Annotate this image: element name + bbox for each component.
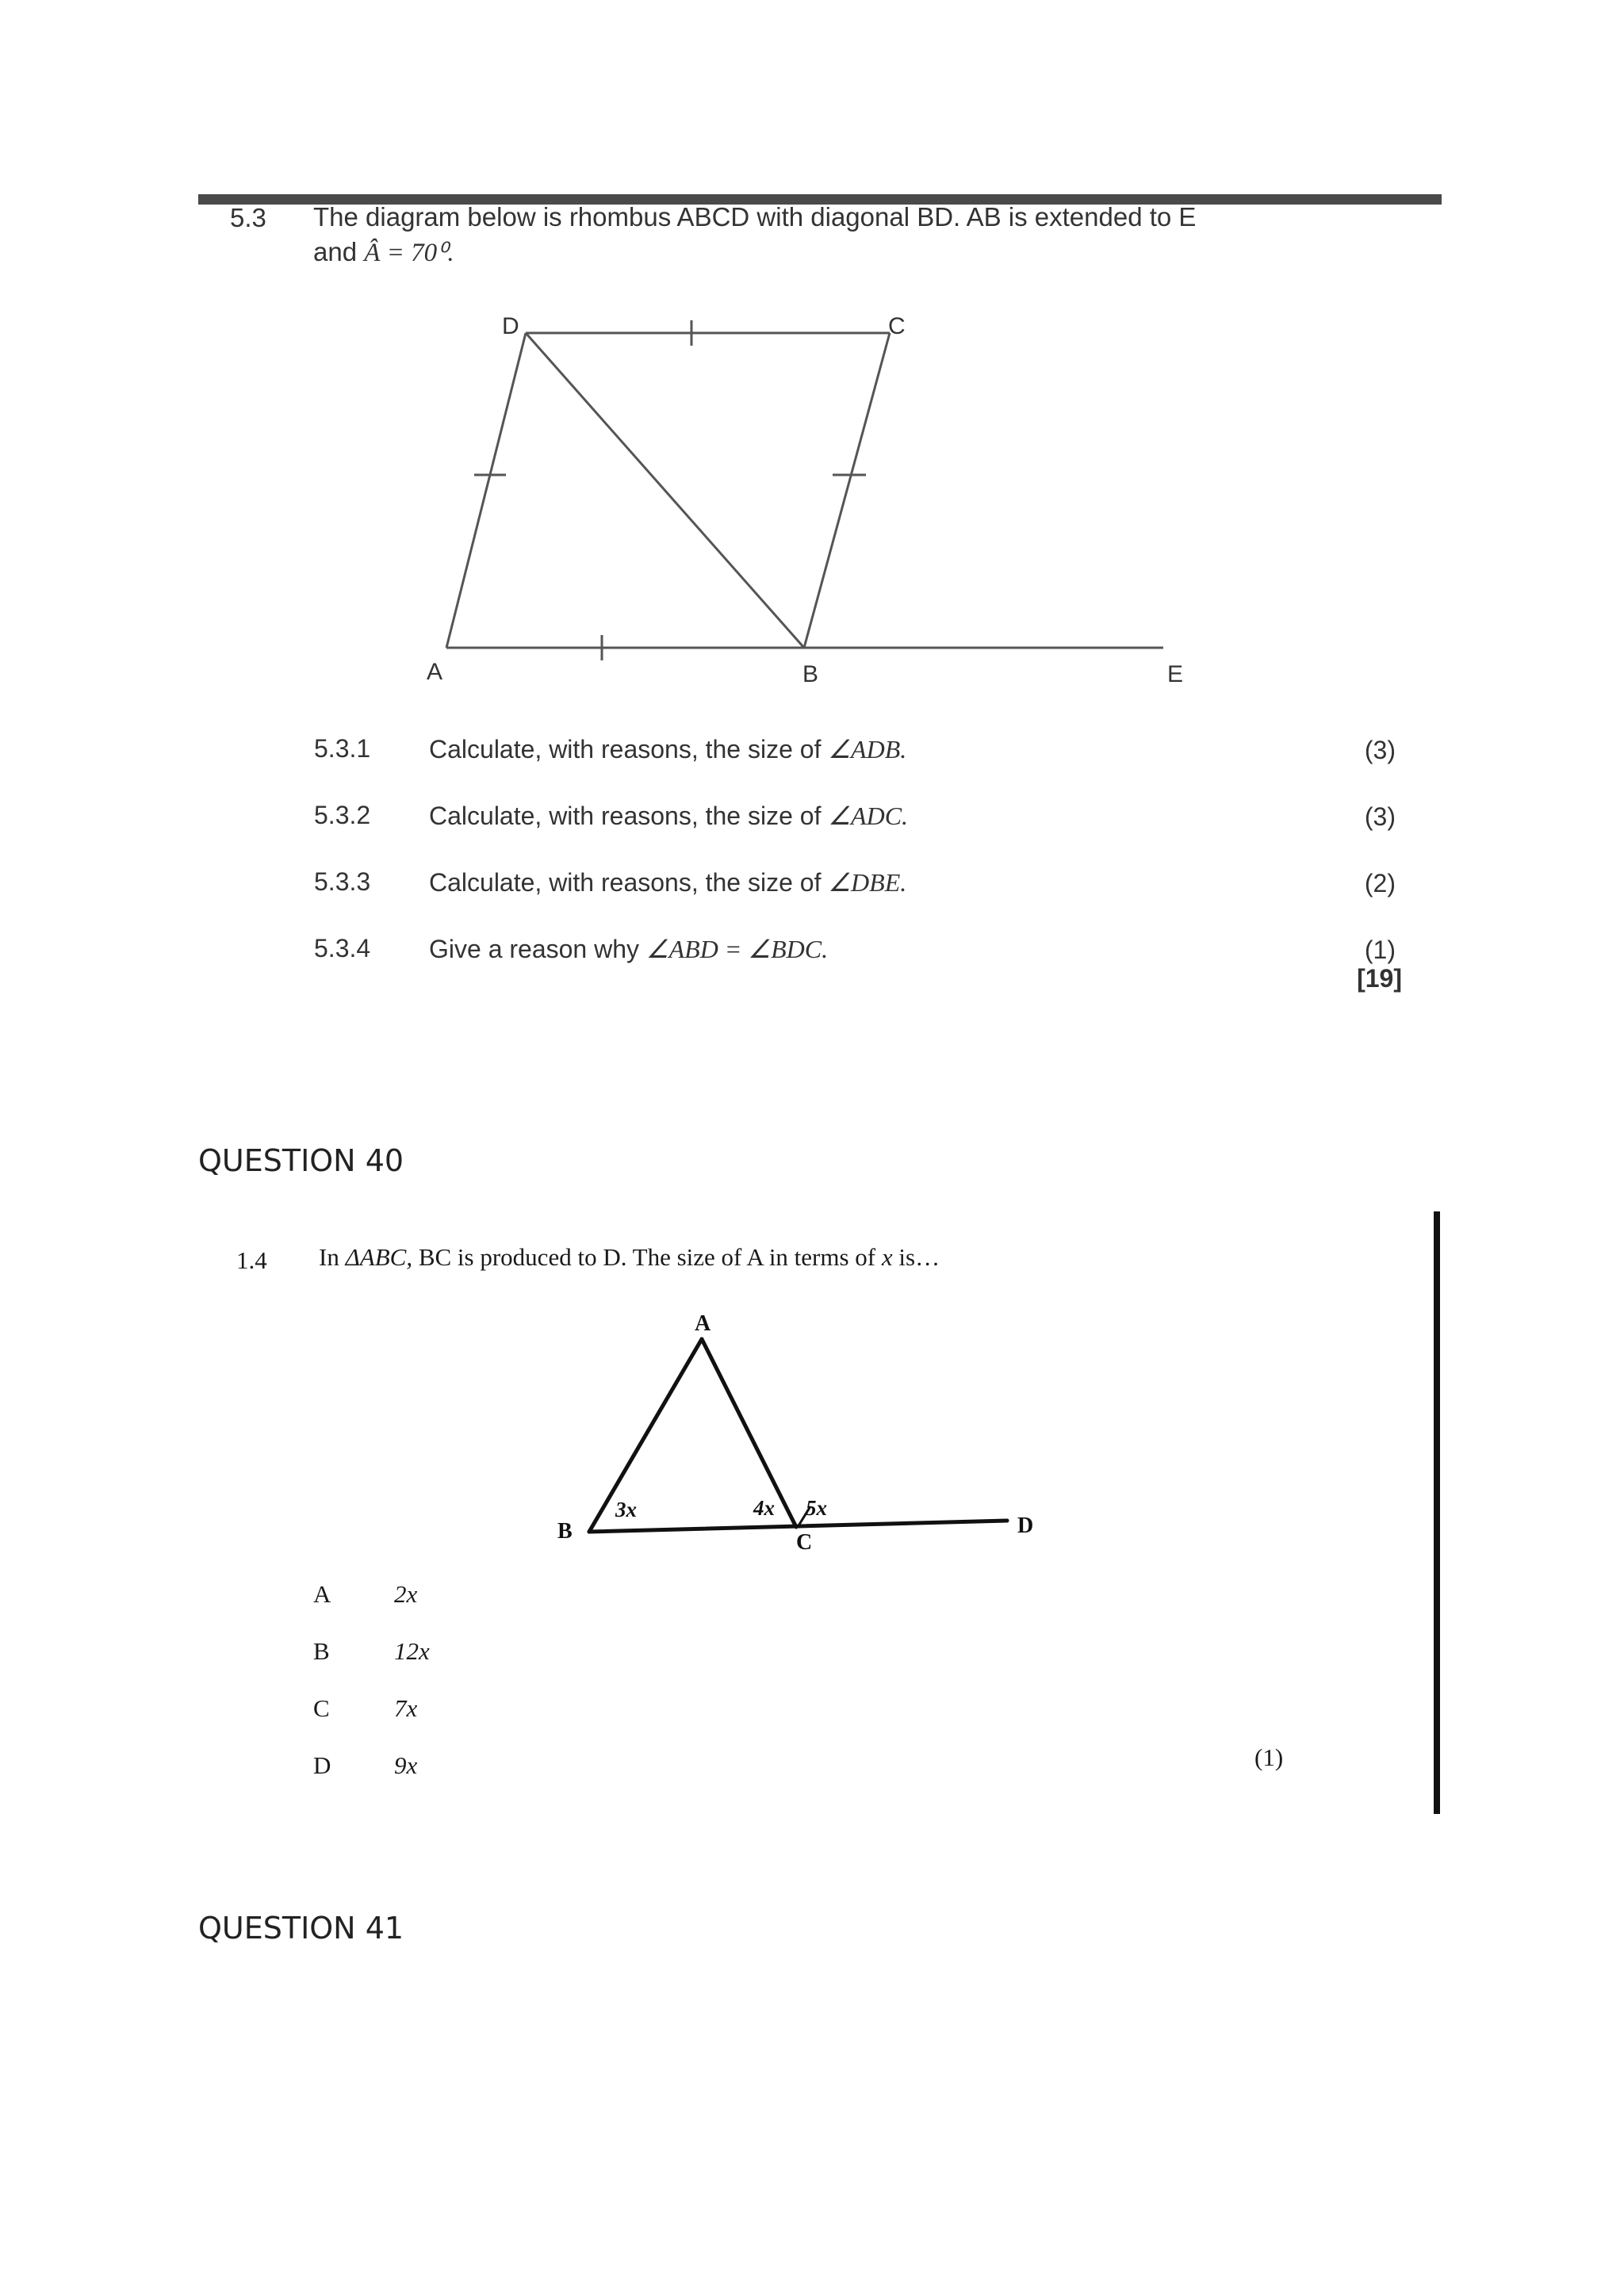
question-40-heading: QUESTION 40 — [198, 1143, 404, 1178]
subquestion-marks: (2) — [1364, 869, 1396, 897]
question-number: 5.3 — [230, 203, 266, 232]
subquestion-marks: (3) — [1364, 802, 1396, 831]
triangle-diagram — [0, 1269, 1624, 1570]
vertex-label-b: B — [557, 1519, 573, 1544]
angle-label-b: 3x — [615, 1498, 637, 1521]
vertex-label-c: C — [888, 313, 906, 339]
diagonal-bd — [526, 333, 804, 648]
option-value: 9x — [394, 1751, 418, 1779]
angle-expression: Â = 70⁰. — [364, 239, 454, 267]
question-40-marks: (1) — [1254, 1743, 1284, 1771]
subquestion-marks: (1) — [1364, 936, 1396, 964]
question-41-heading: QUESTION 41 — [198, 1911, 404, 1946]
vertex-label-b: B — [802, 661, 819, 687]
question-text-line1: The diagram below is rhombus ABCD with diagonal BD. AB is extended to E — [313, 202, 1197, 232]
side-ab — [589, 1339, 702, 1532]
question-total: [19] — [1357, 964, 1402, 993]
option-letter: B — [313, 1637, 330, 1665]
subquestion-number: 5.3.3 — [314, 867, 371, 896]
subquestion-text: Give a reason why ∠ABD = ∠BDC. — [429, 935, 829, 963]
vertex-label-d: D — [502, 313, 519, 339]
vertex-label-a: A — [427, 659, 443, 685]
angle-label-c-interior: 4x — [753, 1496, 775, 1520]
option-value: 7x — [394, 1694, 418, 1722]
angle-label-c-exterior: 5x — [806, 1496, 827, 1520]
side-da — [446, 333, 526, 648]
question-40-text: In ΔABC, BC is produced to D. The size of A in terms of x is… — [319, 1243, 940, 1271]
subquestion-number: 5.3.4 — [314, 934, 371, 962]
subquestion-number: 5.3.2 — [314, 801, 371, 829]
question-text-prefix: and — [313, 237, 365, 266]
question-40-number: 1.4 — [236, 1246, 267, 1274]
side-cb — [804, 333, 890, 648]
subquestion-marks: (3) — [1364, 736, 1396, 764]
vertex-label-d: D — [1017, 1513, 1034, 1538]
option-value: 2x — [394, 1580, 418, 1608]
subquestion-text: Calculate, with reasons, the size of ∠DBE. — [429, 868, 907, 897]
side-ac — [702, 1339, 796, 1527]
vertex-label-c: C — [796, 1530, 813, 1555]
option-letter: D — [313, 1751, 331, 1779]
rhombus-diagram — [0, 0, 1624, 714]
vertex-label-a: A — [695, 1311, 711, 1336]
vertex-label-e: E — [1167, 661, 1184, 687]
subquestion-number: 5.3.1 — [314, 734, 371, 763]
option-letter: C — [313, 1694, 330, 1722]
option-value: 12x — [394, 1637, 430, 1665]
option-letter: A — [313, 1580, 331, 1608]
subquestion-text: Calculate, with reasons, the size of ∠ADC. — [429, 802, 909, 830]
subquestion-text: Calculate, with reasons, the size of ∠ADB. — [429, 735, 907, 763]
